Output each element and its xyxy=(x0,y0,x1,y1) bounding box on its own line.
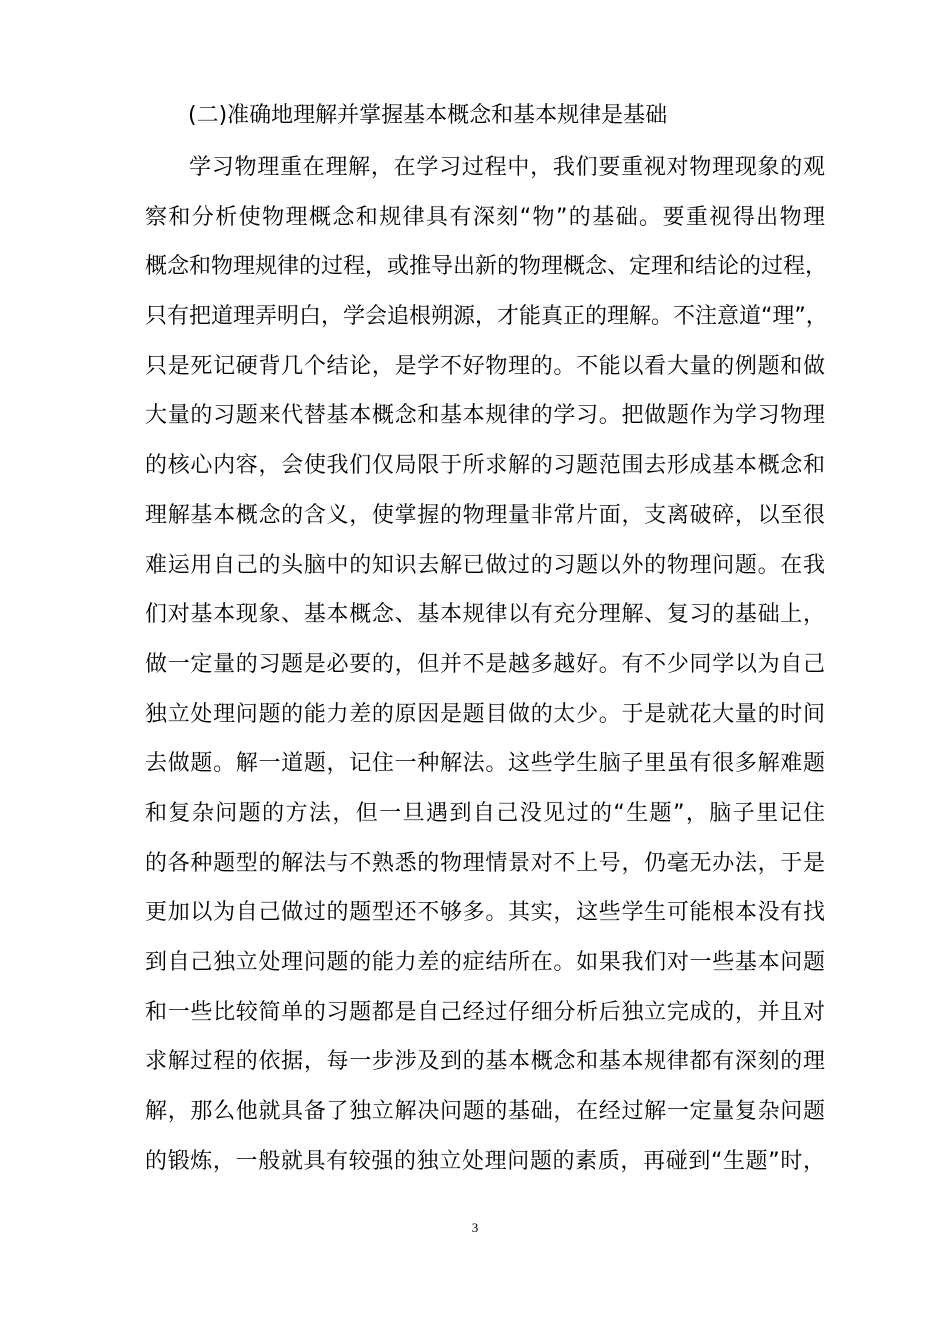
paragraph-line: 和一些比较简单的习题都是自己经过仔细分析后独立完成的，并且对 xyxy=(145,999,825,1025)
paragraph-line: 学习物理重在理解，在学习过程中，我们要重视对物理现象的观 xyxy=(189,155,825,180)
paragraph-line: 概念和物理规律的过程，或推导出新的物理概念、定理和结论的过程， xyxy=(145,254,828,280)
paragraph-line: 解，那么他就具备了独立解决问题的基础，在经过解一定量复杂问题 xyxy=(145,1099,825,1125)
paragraph-line: 和复杂问题的方法，但一旦遇到自己没见过的“生题”，脑子里记住 xyxy=(145,800,825,826)
paragraph-line: 做一定量的习题是必要的，但并不是越多越好。有不少同学以为自己 xyxy=(145,651,825,677)
paragraph-line: 们对基本现象、基本概念、基本规律以有充分理解、复习的基础上， xyxy=(145,602,825,628)
paragraph-line: 独立处理问题的能力差的原因是题目做的太少。于是就花大量的时间 xyxy=(145,701,825,727)
paragraph-line: 到自己独立处理问题的能力差的症结所在。如果我们对一些基本问题 xyxy=(145,950,825,975)
paragraph-line: 只是死记硬背几个结论，是学不好物理的。不能以看大量的例题和做 xyxy=(145,353,825,379)
body-paragraph xyxy=(145,150,828,1193)
paragraph-line: 的各种题型的解法与不熟悉的物理情景对不上号，仍毫无办法，于是 xyxy=(145,850,825,876)
section-heading: (二)准确地理解并掌握基本概念和基本规律是基础 xyxy=(188,103,668,128)
paragraph-line: 理解基本概念的含义，使掌握的物理量非常片面，支离破碎，以至很 xyxy=(145,502,825,528)
paragraph-line: 只有把道理弄明白，学会追根朔源，才能真正的理解。不注意道“理”， xyxy=(145,304,828,330)
paragraph-line: 的核心内容，会使我们仅局限于所求解的习题范围去形成基本概念和 xyxy=(145,453,825,479)
page-number: 3 xyxy=(471,1220,479,1235)
paragraph-line: 去做题。解一道题，记住一种解法。这些学生脑子里虽有很多解难题 xyxy=(145,751,825,777)
paragraph-line: 求解过程的依据，每一步涉及到的基本概念和基本规律都有深刻的理 xyxy=(145,1049,825,1075)
paragraph-line: 察和分析使物理概念和规律具有深刻“物”的基础。要重视得出物理 xyxy=(145,204,825,230)
paragraph-line: 的锻炼，一般就具有较强的独立处理问题的素质，再碰到“生题”时， xyxy=(145,1148,825,1174)
paragraph-line: 更加以为自己做过的题型还不够多。其实，这些学生可能根本没有找 xyxy=(145,900,825,926)
paragraph-line: 大量的习题来代替基本概念和基本规律的学习。把做题作为学习物理 xyxy=(145,403,825,429)
paragraph-line: 难运用自己的头脑中的知识去解已做过的习题以外的物理问题。在我 xyxy=(145,552,825,578)
